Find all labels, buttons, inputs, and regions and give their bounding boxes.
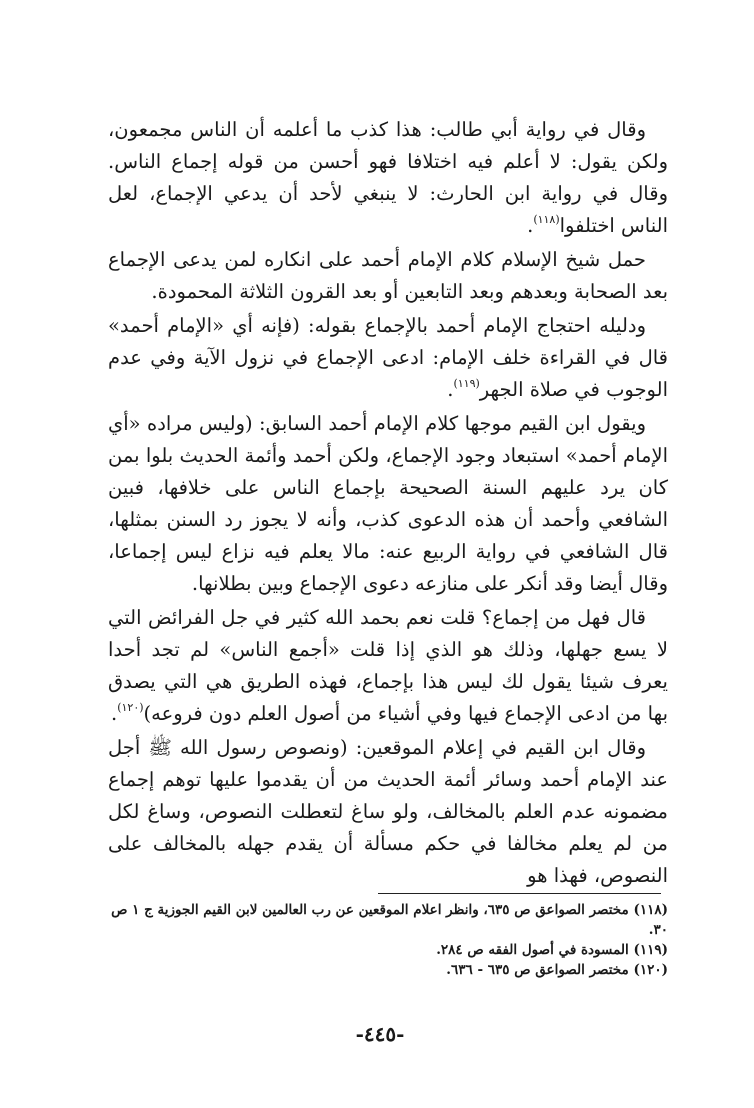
paragraph-3-text: ودليله احتجاج الإمام أحمد بالإجماع بقوله: (فإنه أي «الإمام أحمد» قال في القراءة خلف الإمام: ادعى الإجماع في نزول الآية وفي عدم الوجوب في صلاة الجهر: [108, 314, 668, 401]
footnote-ref-119: (١١٩): [453, 377, 480, 390]
footnotes: [110, 900, 668, 980]
paragraph-3: [108, 310, 668, 406]
paragraph-1-end: .: [527, 214, 534, 237]
footnote-ref-120: (١٢٠): [117, 701, 144, 714]
footnote-divider: [378, 893, 661, 894]
paragraph-6: وقال ابن القيم في إعلام الموقعين: (ونصوص رسول الله ﷺ أجل عند الإمام أحمد وسائر أئمة الحديث من أن يقدموا عليها توهم إجماع مضمونه عدم العلم بالمخالف، ولو ساغ لتعطلت النصوص، وساغ لكل من لم يعلم مخالفا في حكم مسألة أن يقدم جهله بالمخالف على النصوص، فهذا هو: [108, 736, 668, 887]
paragraph-2: حمل شيخ الإسلام كلام الإمام أحمد على انكاره لمن يدعى الإجماع بعد الصحابة وبعدهم وبعد التابعين أو بعد القرون الثلاثة المحمودة.: [108, 248, 668, 303]
paragraph-3-end: .: [447, 378, 454, 401]
paragraph-5: [108, 602, 668, 730]
paragraph-1-text: وقال في رواية أبي طالب: هذا كذب ما أعلمه أن الناس مجمعون، ولكن يقول: لا أعلم فيه اختلافا فهو أحسن من قوله إجماع الناس. وقال في رواية ابن الحارث: لا ينبغي لأحد أن يدعي الإجماع، لعل الناس اختلفوا: [108, 118, 668, 237]
footnote-120: (١٢٠) مختصر الصواعق ص ٦٣٥ - ٦٣٦.: [446, 962, 668, 978]
footnote-ref-118: (١١٨): [533, 213, 560, 226]
paragraph-5-end: .: [111, 702, 118, 725]
page-number: -٤٤٥-: [355, 1022, 405, 1046]
footnote-119: (١١٩) المسودة في أصول الفقه ص ٢٨٤.: [436, 942, 668, 958]
paragraph-4: ويقول ابن القيم موجها كلام الإمام أحمد السابق: (وليس مراده «أي الإمام أحمد» استبعاد وجود الإجماع، ولكن أحمد وأئمة الحديث بلوا بمن كان يرد عليهم السنة الصحيحة بإجماع الناس على خلافها، فبين الشافعي وأحمد أن هذه الدعوى كذب، وأنه لا يجوز رد السنن بمثلها، قال الشافعي في رواية الربيع عنه: مالا يعلم فيه نزاع ليس إجماعا، وقال أيضا وقد أنكر على منازعه دعوى الإجماع وبين بطلانها.: [108, 412, 668, 595]
footnote-118: (١١٨) مختصر الصواعق ص ٦٣٥، وانظر اعلام الموقعين عن رب العالمين لابن القيم الجوزية ج ١ ص ٣٠.: [111, 902, 668, 938]
main-text: [108, 114, 668, 892]
paragraph-1: [108, 114, 668, 242]
paragraph-5-text: قال فهل من إجماع؟ قلت نعم بحمد الله كثير في جل الفرائض التي لا يسع جهلها، وذلك هو الذي إذا قلت «أجمع الناس» لم تجد أحدا يعرف شيئا يقول لك ليس هذا بإجماع، فهذه الطريق هي التي يصدق بها من ادعى الإجماع فيها وفي أشياء من أصول العلم دون فروعه): [108, 606, 668, 725]
